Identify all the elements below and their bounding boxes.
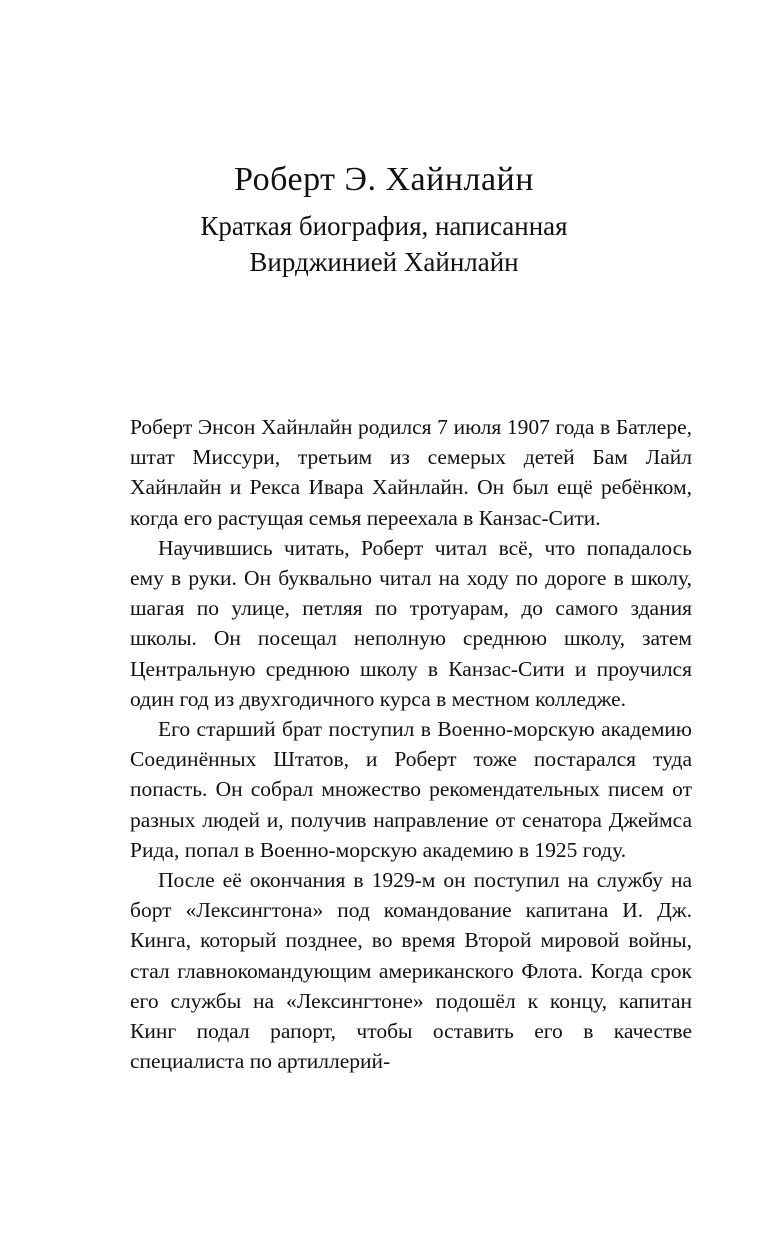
paragraph-4: После её окончания в 1929-м он поступил на службу на борт «Лексингтона» под командование капитана И. Дж. Кинга, который позднее, во время Второй мировой войны, стал главнокомандующим американского Флота. Когда срок его службы на «Лексингтоне» подошёл к концу, капитан Кинг подал рапорт, чтобы оставить его в качестве специалиста по артиллерий- bbox=[130, 868, 692, 1074]
body-text bbox=[130, 412, 692, 1076]
paragraph-1: Роберт Энсон Хайнлайн родился 7 июля 1907 года в Батлере, штат Миссури, третьим из семерых детей Бам Лайл Хайнлайн и Рекса Ивара Хайнлайн. Он был ещё ребёнком, когда его растущая семья переехала в Канзас-Сити. bbox=[130, 415, 692, 530]
chapter-subtitle bbox=[0, 208, 768, 280]
paragraph-2: Научившись читать, Роберт читал всё, что попадалось ему в руки. Он буквально читал на ходу по дороге в школу, шагая по улице, петляя по тротуарам, до самого здания школы. Он посещал неполную среднюю школу, затем Центральную среднюю школу в Канзас-Сити и проучился один год из двухгодичного курса в местном колледже. bbox=[130, 535, 692, 711]
subtitle-line-2: Вирджинией Хайнлайн bbox=[249, 247, 519, 277]
paragraph-3: Его старший брат поступил в Военно-морскую академию Соединённых Штатов, и Роберт тоже постарался туда попасть. Он собрал множество рекомендательных писем от разных людей и, получив направление от сенатора Джеймса Рида, попал в Военно-морскую академию в 1925 году. bbox=[130, 717, 692, 862]
author-name: Роберт Э. Хайнлайн bbox=[234, 161, 534, 198]
subtitle-line-1: Краткая биография, написанная bbox=[200, 211, 568, 241]
chapter-heading bbox=[0, 158, 768, 280]
